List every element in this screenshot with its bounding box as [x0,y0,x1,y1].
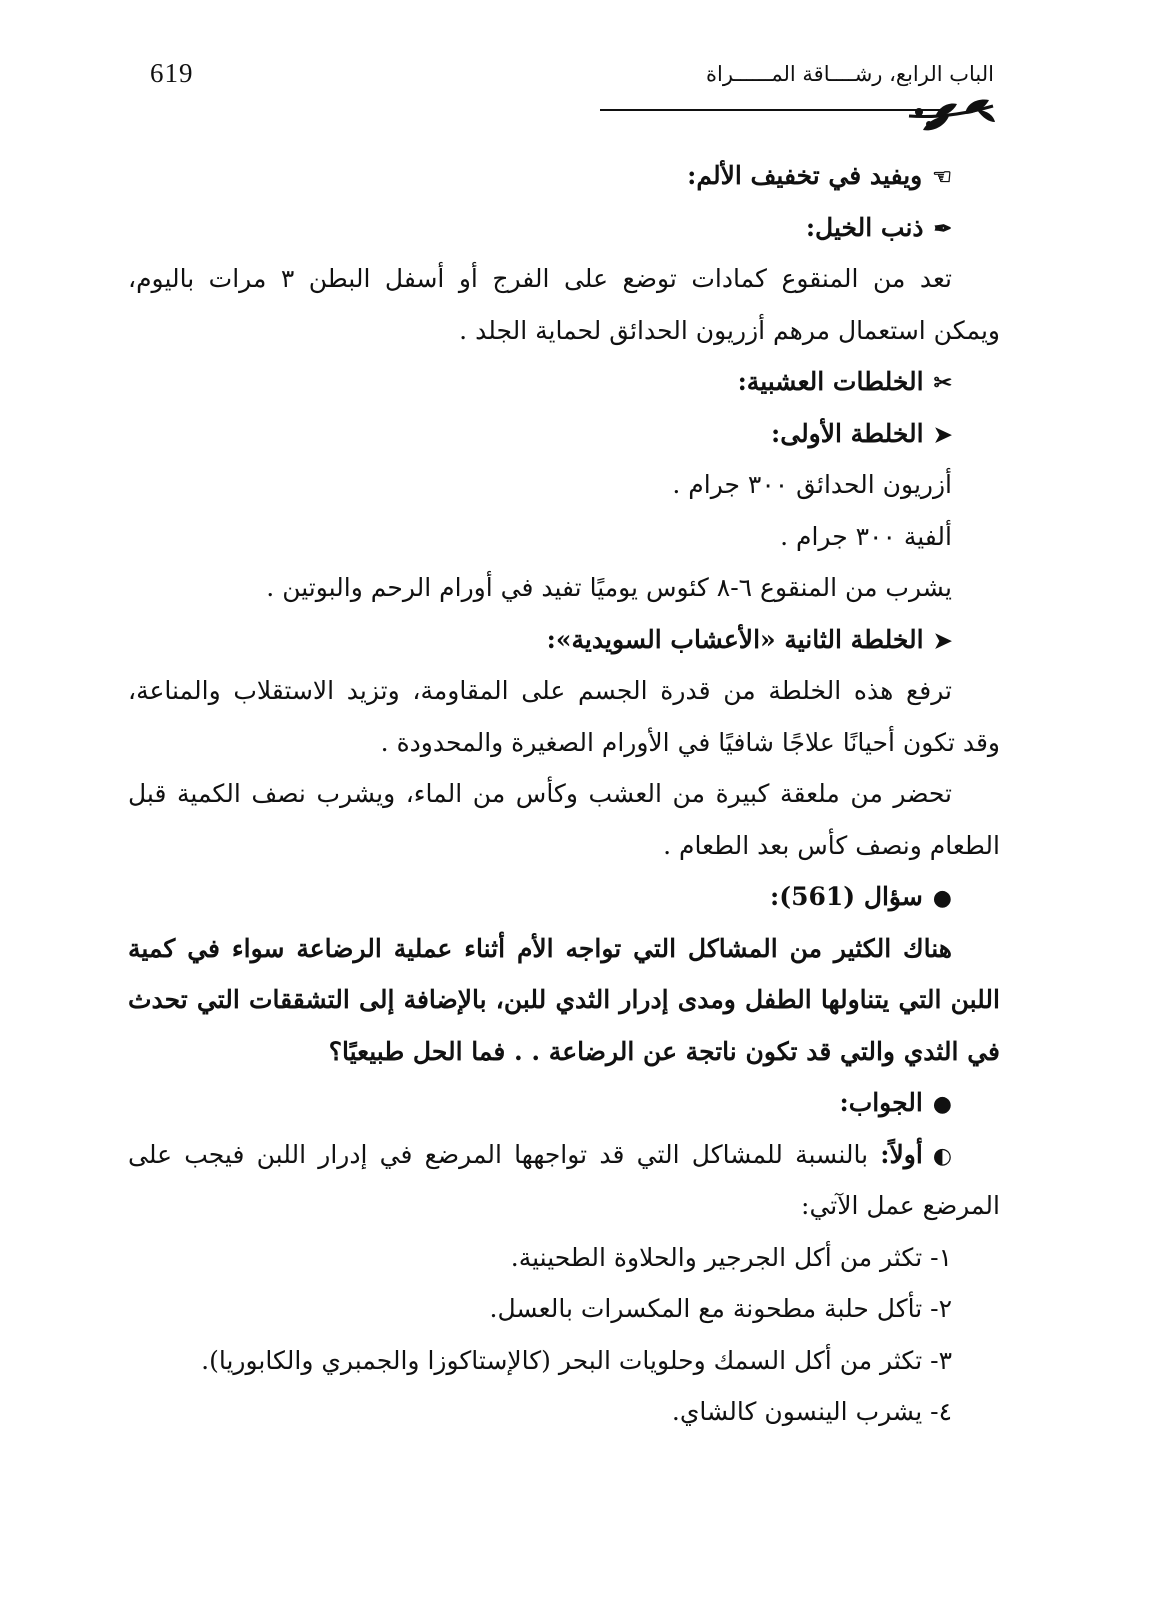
ingredient-line: أزريون الحدائق ٣٠٠ جرام . [672,470,952,499]
mixture-1-heading [128,408,1000,460]
heading-text: الخلطة الثانية «الأعشاب السويدية»: [546,624,924,654]
list-item: ٤- يشرب الينسون كالشاي. [671,1397,952,1426]
paragraph-line: ويمكن استعمال مرهم أزريون الحدائق لحماية الجلد . [459,315,1000,345]
leaf-branch-icon [905,94,997,134]
question-line: في الثدي والتي قد تكون ناتجة عن الرضاعة . . فما الحل طبيعيًا؟ [328,1036,1000,1066]
paragraph-line: تعد من المنقوع كمادات توضع على الفرج أو أسفل البطن ٣ مرات باليوم، [128,264,953,293]
list-item: ٢- تأكل حلبة مطحونة مع المكسرات بالعسل. [489,1294,952,1323]
heading-text: سؤال (561): [770,882,923,911]
apple-icon: ● [932,1091,952,1117]
paragraph-line: المرضع عمل الآتي: [801,1191,1000,1220]
question-line: اللبن التي يتناولها الطفل ومدى إدرار الثدي للبن، بالإضافة إلى التشققات التي تحدث [128,985,1000,1014]
heading-text: ذنب الخيل: [805,212,924,242]
pain-relief-heading [128,150,1000,202]
heading-text: الجواب: [839,1088,923,1117]
page-body [128,150,1000,1438]
paragraph-line: الطعام ونصف كأس بعد الطعام . [663,830,1000,860]
arrowhead-icon: ➤ [933,627,952,654]
first-label: أولاً: [880,1139,923,1169]
answer-heading [128,1077,1000,1129]
first-point-line [128,1129,1000,1181]
hand-pointer-icon: ☜ [932,164,952,190]
heading-text: ويفيد في تخفيف الألم: [687,161,923,190]
heading-text: الخلطات العشبية: [737,367,924,396]
crescent-icon: ◐ [932,1143,953,1169]
first-text: بالنسبة للمشاكل التي قد تواجهها المرضع في إدرار اللبن فيجب على [128,1139,869,1169]
list-item: ٣- تكثر من أكل السمك وحلويات البحر (كالإستاكوزا والجمبري والكابوريا). [201,1345,952,1375]
arrowhead-icon: ➤ [933,421,952,448]
header-rule [600,109,940,111]
ingredient-line: ألفية ٣٠٠ جرام . [780,521,952,551]
feather-quill-icon: ✒ [933,215,952,242]
paragraph-line: ترفع هذه الخلطة من قدرة الجسم على المقاومة، وتزيد الاستقلاب والمناعة، [128,676,952,705]
page-number: 619 [150,58,194,88]
question-line: هناك الكثير من المشاكل التي تواجه الأم أثناء عملية الرضاعة سواء في كمية [128,933,952,963]
running-header-title: الباب الرابع، رشــــاقة المــــــراة [706,62,994,86]
heading-text: الخلطة الأولى: [771,418,924,448]
scissors-icon: ✂ [933,370,952,396]
herbal-mixtures-heading [128,356,1000,408]
horsetail-heading [128,202,1000,254]
paragraph-line: وقد تكون أحيانًا علاجًا شافيًا في الأورام الصغيرة والمحدودة . [380,727,1000,757]
question-heading [128,871,1000,923]
apple-icon: ● [932,885,952,911]
usage-line: يشرب من المنقوع ٦-٨ كئوس يوميًا تفيد في أورام الرحم والبوتين . [266,573,952,602]
paragraph-line: تحضر من ملعقة كبيرة من العشب وكأس من الماء، ويشرب نصف الكمية قبل [128,779,952,808]
mixture-2-heading [128,614,1000,666]
list-item: ١- تكثر من أكل الجرجير والحلاوة الطحينية. [510,1242,952,1272]
